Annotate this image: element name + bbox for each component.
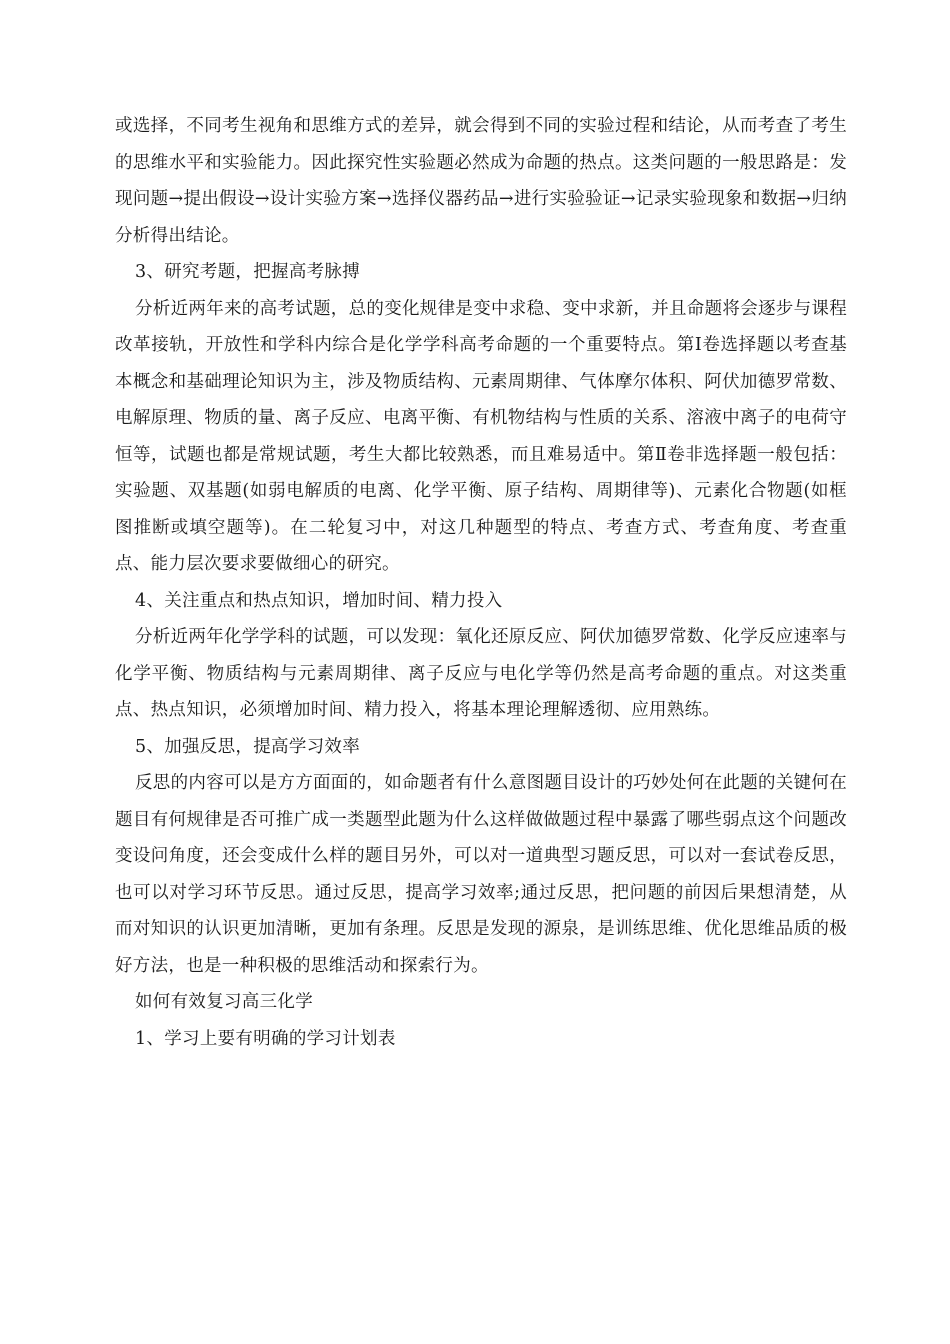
heading-study-exam-questions: 3、研究考题，把握高考脉搏 xyxy=(135,262,361,282)
heading-focus-key-points: 4、关注重点和热点知识，增加时间、精力投入 xyxy=(135,590,503,611)
paragraph-experiment-thinking: 或选择，不同考生视角和思维方式的差异，就会得到不同的实验过程和结论，从而考查了考生的思维水平和实验能力。因此探究性实验题必然成为命题的热点。这类问题的一般思路是：发现问题→提出假设→设计实验方案→选择仪器药品→进行实验验证→记录实验现象和数据→归纳分析得出结论。 xyxy=(115,116,847,246)
heading-reflection: 5、加强反思，提高学习效率 xyxy=(135,736,361,757)
paragraph-key-points: 分析近两年化学学科的试题，可以发现：氧化还原反应、阿伏加德罗常数、化学反应速率与化学平衡、物质结构与元素周期律、离子反应与电化学等仍然是高考命题的重点。对这类重点、热点知识，必须增加时间、精力投入，将基本理论理解透彻、应用熟练。 xyxy=(115,627,847,720)
paragraph-reflection: 反思的内容可以是方方面面的，如命题者有什么意图题目设计的巧妙处何在此题的关键何在题目有何规律是否可推广成一类题型此题为什么这样做做题过程中暴露了哪些弱点这个问题改变设问角度，还会变成什么样的题目另外，可以对一道典型习题反思，可以对一套试卷反思，也可以对学习环节反思。通过反思，提高学习效率;通过反思，把问题的前因后果想清楚，从而对知识的认识更加清晰，更加有条理。反思是发现的源泉，是训练思维、优化思维品质的极好方法，也是一种积极的思维活动和探索行为。 xyxy=(115,773,847,976)
paragraph-exam-analysis: 分析近两年来的高考试题，总的变化规律是变中求稳、变中求新，并且命题将会逐步与课程改革接轨，开放性和学科内综合是化学学科高考命题的一个重要特点。第Ⅰ卷选择题以考查基本概念和基础理论知识为主，涉及物质结构、元素周期律、气体摩尔体积、阿伏加德罗常数、电解原理、物质的量、离子反应、电离平衡、有机物结构与性质的关系、溶液中离子的电荷守恒等，试题也都是常规试题，考生大都比较熟悉，而且难易适中。第Ⅱ卷非选择题一般包括：实验题、双基题(如弱电解质的电离、化学平衡、原子结构、周期律等)、元素化合物题(如框图推断或填空题等)。在二轮复习中，对这几种题型的特点、考查方式、考查角度、考查重点、能力层次要求要做细心的研究。 xyxy=(115,298,847,574)
document-page xyxy=(115,108,847,1057)
heading-study-plan: 1、学习上要有明确的学习计划表 xyxy=(135,1028,396,1049)
heading-effective-review: 如何有效复习高三化学 xyxy=(135,992,313,1012)
